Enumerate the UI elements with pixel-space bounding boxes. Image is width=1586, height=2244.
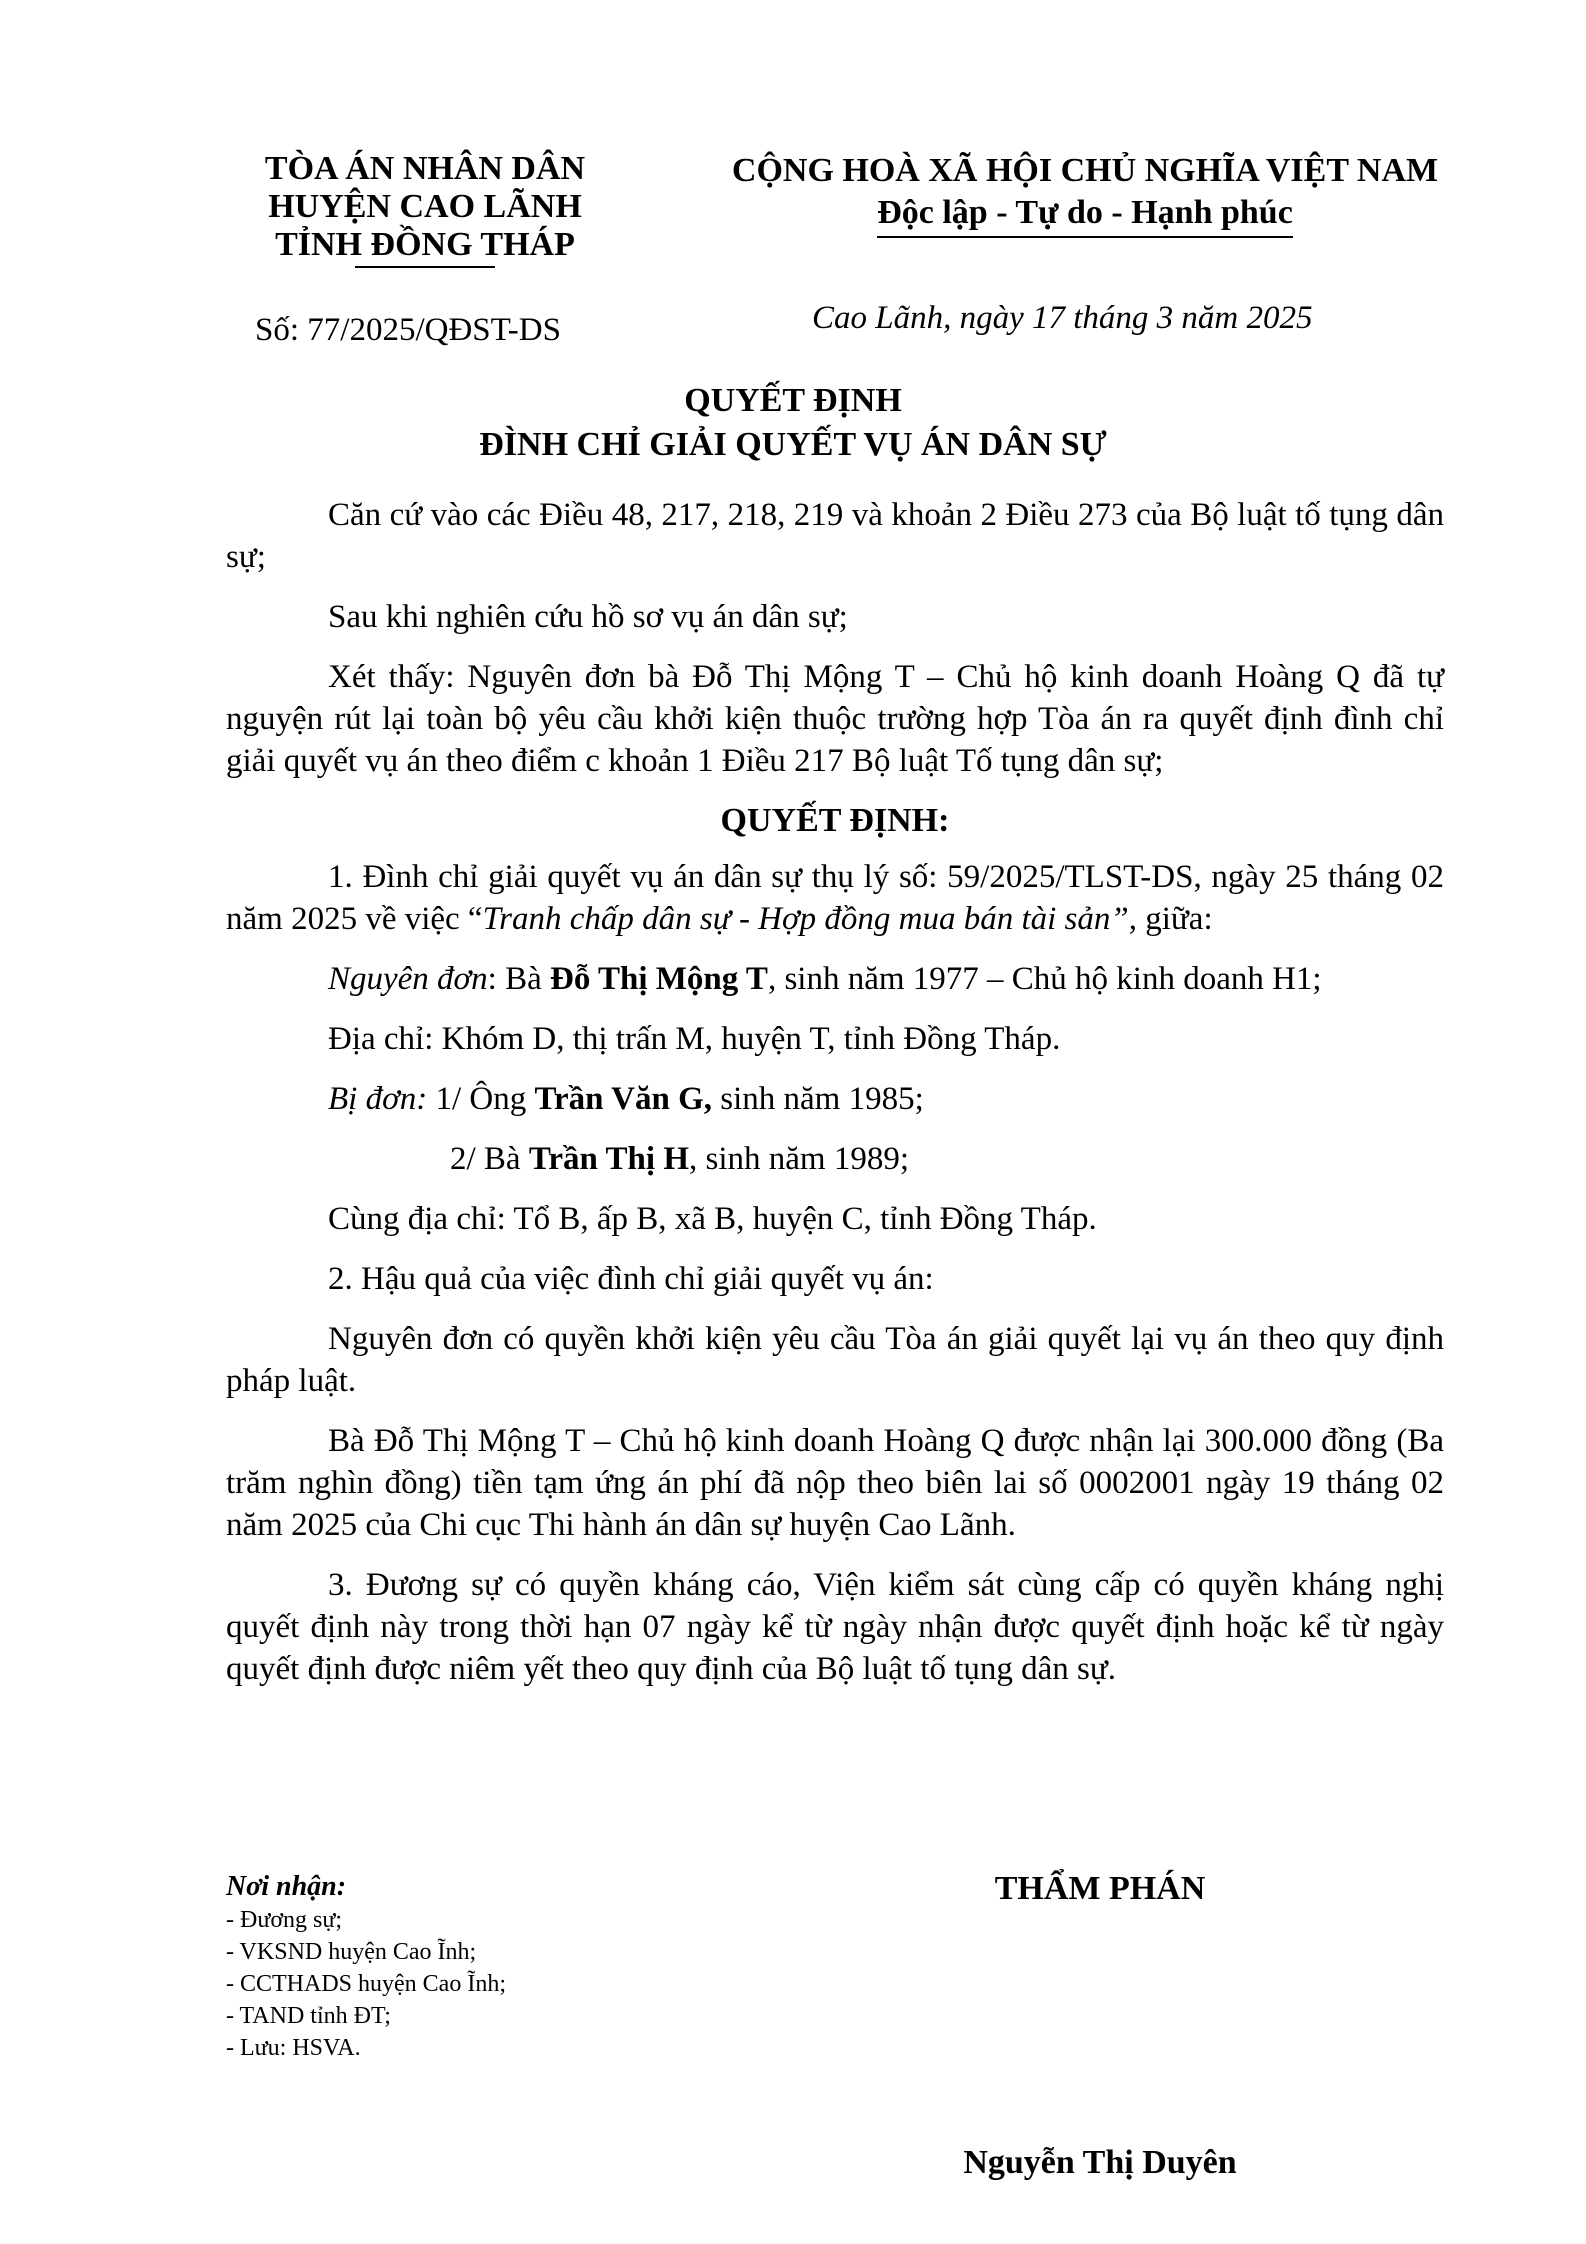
document-body: [226, 494, 1444, 1708]
defendant-2: 2/ Bà Trần Thị H, sinh năm 1989;: [450, 1141, 909, 1177]
recipient-item: - TAND tỉnh ĐT;: [226, 2003, 391, 2029]
recipient-item: - VKSND huyện Cao Ĩnh;: [226, 1939, 477, 1965]
document-title: QUYẾT ĐỊNH: [684, 382, 902, 419]
court-header-rule: [355, 266, 495, 268]
nation-name: CỘNG HOÀ XÃ HỘI CHỦ NGHĨA VIỆT NAM: [731, 152, 1439, 189]
nation-motto: Độc lập - Tự do - Hạnh phúc: [877, 192, 1293, 238]
recipient-item: - Lưu: HSVA.: [226, 2035, 361, 2061]
consideration: Xét thấy: Nguyên đơn bà Đỗ Thị Mộng T – Chủ hộ kinh doanh Hoàng Q đã tự nguyện rút lại toàn bộ yêu cầu khởi kiện thuộc trường hợp Tòa án ra quyết định đình chỉ giải quyết vụ án theo điểm c khoản 1 Điều 217 Bộ luật Tố tụng dân sự;: [226, 659, 1444, 779]
decision-heading: QUYẾT ĐỊNH:: [720, 802, 950, 839]
court-name: TÒA ÁN NHÂN DÂN: [264, 150, 586, 187]
plaintiff: Nguyên đơn: Bà Đỗ Thị Mộng T, sinh năm 1977 – Chủ hộ kinh doanh H1;: [328, 961, 1322, 997]
signature-name: Nguyễn Thị Duyên: [963, 2144, 1237, 2181]
document-subtitle: ĐÌNH CHỈ GIẢI QUYẾT VỤ ÁN DÂN SỰ: [479, 426, 1107, 463]
recipients-heading: Nơi nhận:: [226, 1871, 347, 1902]
court-province: TỈNH ĐỒNG THÁP: [275, 226, 575, 263]
recipient-item: - Đương sự;: [226, 1907, 343, 1933]
signature-title: THẨM PHÁN: [994, 1870, 1206, 1907]
decision-number: Số: 77/2025/QĐST-DS: [255, 312, 561, 348]
nation-header: [685, 150, 1485, 238]
defendant-address: Cùng địa chỉ: Tổ B, ấp B, xã B, huyện C, tỉnh Đồng Tháp.: [328, 1201, 1097, 1237]
legal-basis: Căn cứ vào các Điều 48, 217, 218, 219 và khoản 2 Điều 273 của Bộ luật tố tụng dân sự;: [226, 497, 1444, 575]
case-review: Sau khi nghiên cứu hồ sơ vụ án dân sự;: [328, 599, 848, 635]
decision-item-3: 3. Đương sự có quyền kháng cáo, Viện kiểm sát cùng cấp có quyền kháng nghị quyết định này trong thời hạn 07 ngày kể từ ngày nhận được quyết định hoặc kể từ ngày quyết định được niêm yết theo quy định của Bộ luật tố tụng dân sự.: [226, 1567, 1444, 1687]
decision-item-2-refund: Bà Đỗ Thị Mộng T – Chủ hộ kinh doanh Hoàng Q được nhận lại 300.000 đồng (Ba trăm nghìn đồng) tiền tạm ứng án phí đã nộp theo biên lai số 0002001 ngày 19 tháng 02 năm 2025 của Chi cục Thi hành án dân sự huyện Cao Lãnh.: [226, 1423, 1444, 1543]
recipients-list: [226, 1870, 746, 2064]
plaintiff-address: Địa chỉ: Khóm D, thị trấn M, huyện T, tỉnh Đồng Tháp.: [328, 1021, 1061, 1057]
decision-date: Cao Lãnh, ngày 17 tháng 3 năm 2025: [812, 300, 1313, 336]
defendant-1: Bị đơn: 1/ Ông Trần Văn G, sinh năm 1985;: [328, 1081, 924, 1117]
decision-item-2-right: Nguyên đơn có quyền khởi kiện yêu cầu Tòa án giải quyết lại vụ án theo quy định pháp luật.: [226, 1321, 1444, 1399]
decision-item-2: 2. Hậu quả của việc đình chỉ giải quyết vụ án:: [328, 1261, 934, 1297]
court-header: [205, 150, 645, 268]
court-district: HUYỆN CAO LÃNH: [268, 188, 582, 225]
decision-item-1: 1. Đình chỉ giải quyết vụ án dân sự thụ lý số: 59/2025/TLST-DS, ngày 25 tháng 02 năm 2025 về việc “Tranh chấp dân sự - Hợp đồng mua bán tài sản”, giữa:: [226, 859, 1444, 937]
recipient-item: - CCTHADS huyện Cao Ĩnh;: [226, 1971, 506, 1997]
